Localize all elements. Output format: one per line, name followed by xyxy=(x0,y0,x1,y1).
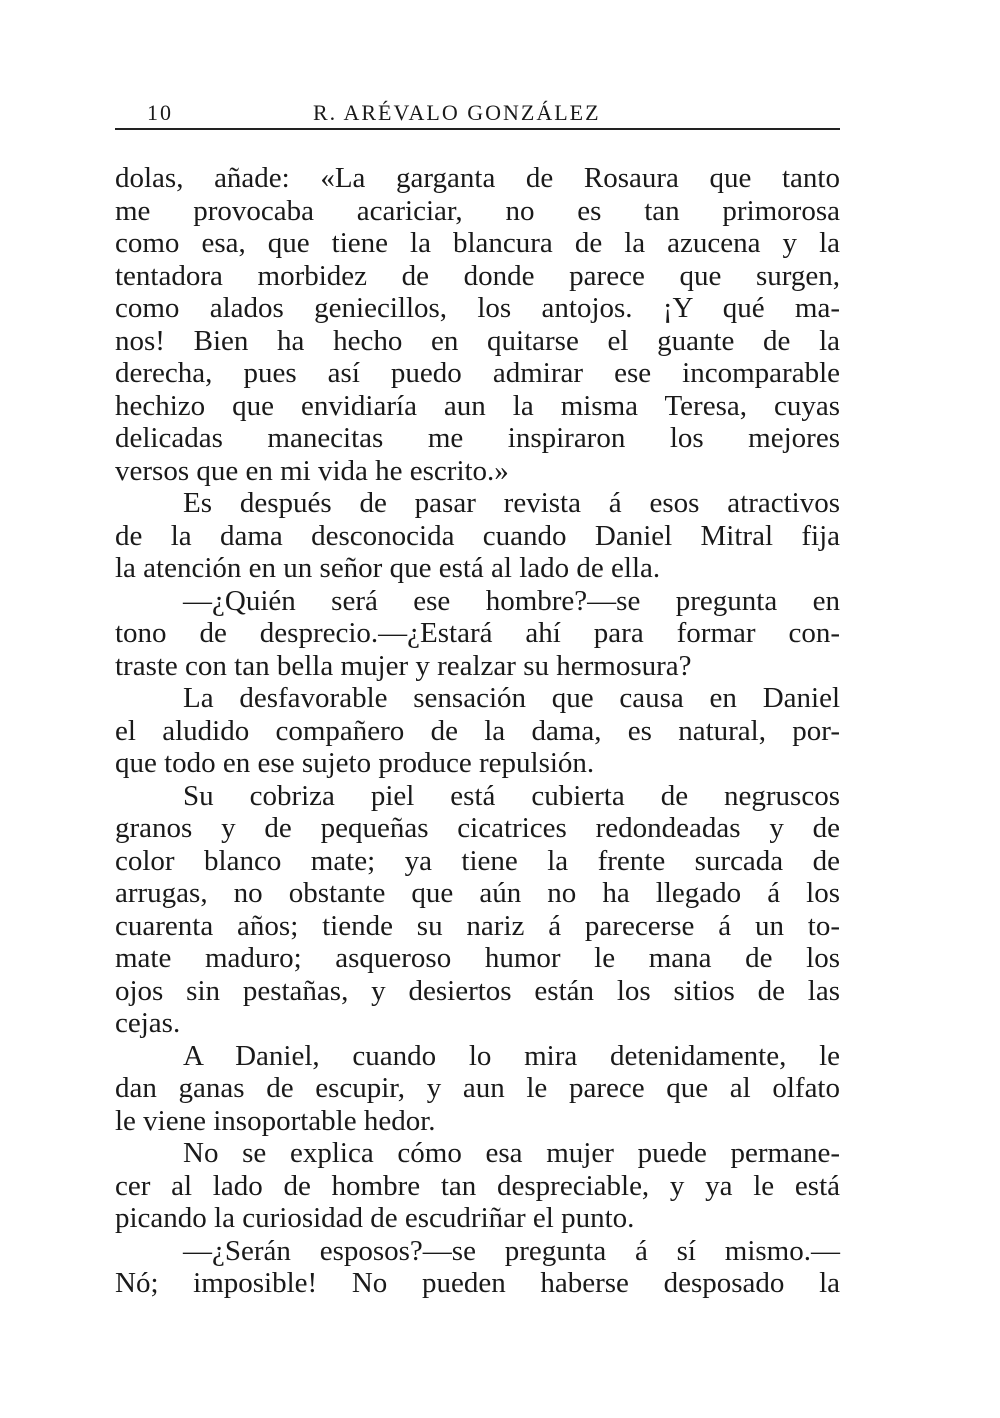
text-line: delicadas manecitas me inspiraron los mejores xyxy=(115,422,840,454)
text-line: tono de desprecio.—¿Estará ahí para formar con- xyxy=(115,617,840,649)
text-line: que todo en ese sujeto produce repulsión. xyxy=(115,747,595,779)
text-line: Es después de pasar revista á esos atractivos xyxy=(183,487,840,519)
page-number: 10 xyxy=(147,100,173,125)
text-line: dan ganas de escupir, y aun le parece que al olfato xyxy=(115,1072,840,1104)
text-line: Nó; imposible! No pueden haberse desposado la xyxy=(115,1267,840,1299)
text-line: la atención en un señor que está al lado de ella. xyxy=(115,552,661,584)
text-line: No se explica cómo esa mujer puede permane- xyxy=(183,1137,840,1169)
text-line: derecha, pues así puedo admirar ese incomparable xyxy=(115,357,840,389)
text-line: arrugas, no obstante que aún no ha llegado á los xyxy=(115,877,840,909)
text-line: le viene insoportable hedor. xyxy=(115,1104,436,1137)
text-line: como esa, que tiene la blancura de la azucena y la xyxy=(115,227,840,259)
text-line: color blanco mate; ya tiene la frente surcada de xyxy=(115,844,840,877)
body-text xyxy=(115,162,840,1300)
text-line: nos! Bien ha hecho en quitarse el guante de la xyxy=(115,324,840,357)
text-line: cuarenta años; tiende su nariz á parecerse á un to- xyxy=(115,909,840,942)
text-line: tentadora morbidez de donde parece que surgen, xyxy=(115,259,840,292)
text-line: traste con tan bella mujer y realzar su hermosura? xyxy=(115,649,692,682)
text-line: dolas, añade: «La garganta de Rosaura que tanto xyxy=(115,162,840,194)
running-head xyxy=(115,98,840,132)
text-line: A Daniel, cuando lo mira detenidamente, le xyxy=(183,1039,840,1072)
text-line: —¿Serán esposos?—se pregunta á sí mismo.— xyxy=(183,1234,840,1267)
text-line: cejas. xyxy=(115,1007,181,1039)
text-line: como alados geniecillos, los antojos. ¡Y qué ma- xyxy=(115,292,840,324)
running-title: R. ARÉVALO GONZÁLEZ xyxy=(313,100,601,125)
text-line: —¿Quién será ese hombre?—se pregunta en xyxy=(183,584,840,617)
text-line: ojos sin pestañas, y desiertos están los sitios de las xyxy=(115,974,840,1007)
text-line: hechizo que envidiaría aun la misma Teresa, cuyas xyxy=(115,389,840,422)
text-line: La desfavorable sensación que causa en Daniel xyxy=(183,682,840,714)
text-line: me provocaba acariciar, no es tan primorosa xyxy=(115,194,840,227)
text-line: granos y de pequeñas cicatrices redondeadas y de xyxy=(115,812,840,844)
text-line: mate maduro; asqueroso humor le mana de los xyxy=(115,942,840,974)
text-line: cer al lado de hombre tan despreciable, y ya le está xyxy=(115,1169,840,1202)
text-line: de la dama desconocida cuando Daniel Mitral fija xyxy=(115,519,840,552)
text-line: Su cobriza piel está cubierta de negruscos xyxy=(183,779,840,812)
text-line: versos que en mi vida he escrito.» xyxy=(115,454,509,487)
header-rule xyxy=(115,128,840,130)
text-line: el aludido compañero de la dama, es natural, por- xyxy=(115,714,840,747)
text-line: picando la curiosidad de escudriñar el punto. xyxy=(115,1202,635,1234)
